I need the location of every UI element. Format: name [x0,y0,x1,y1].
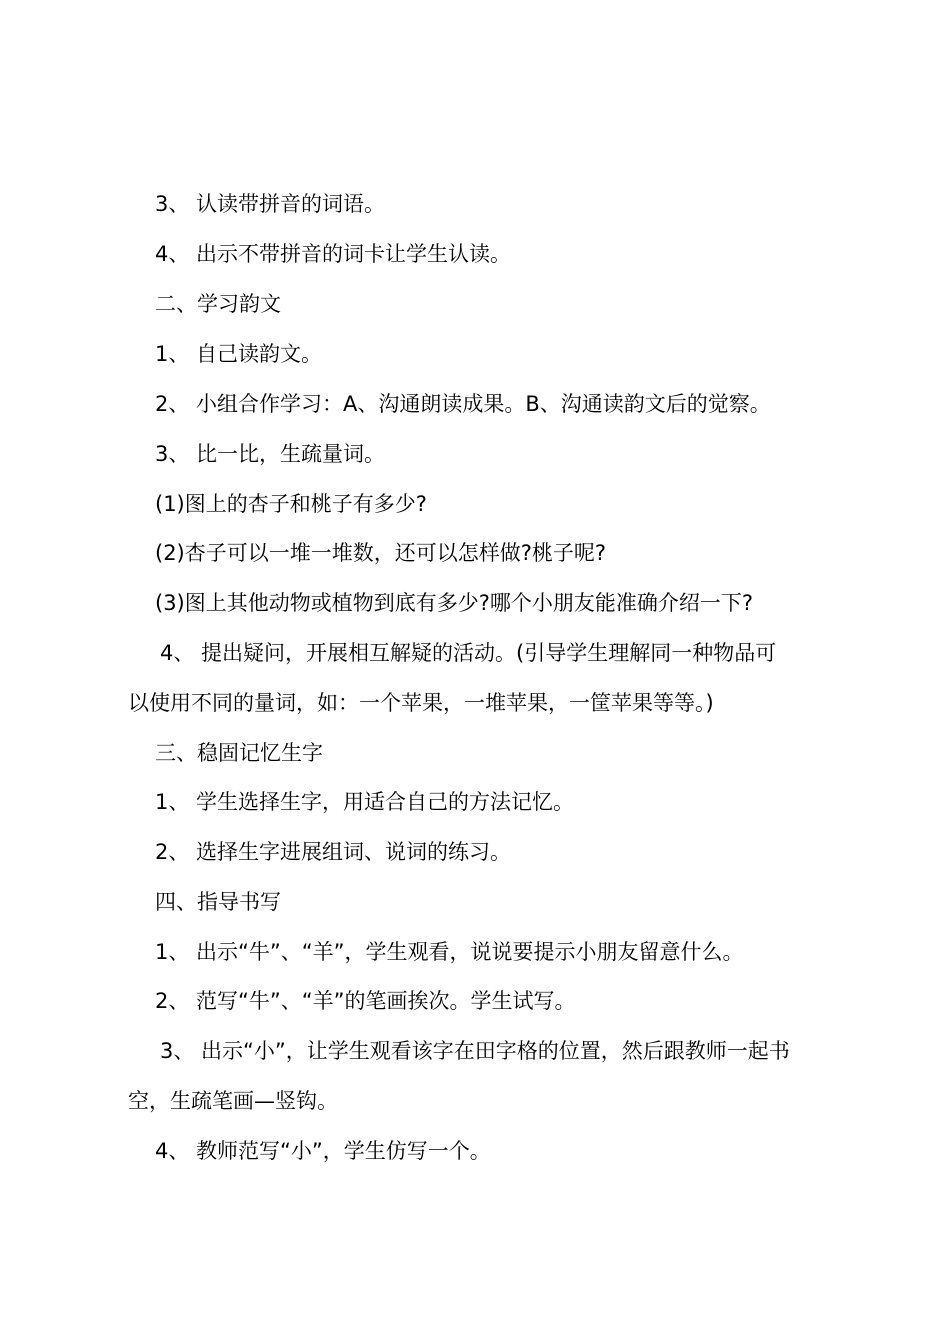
section-heading: 三、稳固记忆生字 [155,741,323,765]
text-line: (2)杏子可以一堆一堆数，还可以怎样做?桃子呢? [155,541,607,565]
text-line: 3、 认读带拼音的词语。 [155,192,386,216]
section-heading: 二、学习韵文 [155,292,281,316]
text-line: 2、 小组合作学习：A、沟通朗读成果。B、沟通读韵文后的觉察。 [155,392,771,416]
text-line: 以使用不同的量词，如：一个苹果，一堆苹果，一筐苹果等等。) [128,691,714,715]
text-line: 空，生疏笔画—竖钩。 [128,1089,338,1113]
text-line: (1)图上的杏子和桃子有多少? [155,492,427,516]
text-line: 4、 提出疑问，开展相互解疑的活动。(引导学生理解同一种物品可 [160,641,777,665]
text-line: 2、 选择生字进展组词、说词的练习。 [155,840,512,864]
text-line: 4、 教师范写“小”，学生仿写一个。 [155,1139,491,1163]
text-line: 1、 学生选择生字，用适合自己的方法记忆。 [155,790,575,814]
text-line: (3)图上其他动物或植物到底有多少?哪个小朋友能准确介绍一下? [155,591,754,615]
section-heading: 四、指导书写 [155,890,281,914]
text-line: 2、 范写“牛”、“羊”的笔画挨次。学生试写。 [155,989,576,1013]
text-line: 3、 出示“小”，让学生观看该字在田字格的位置，然后跟教师一起书 [160,1039,790,1063]
text-line: 1、 自己读韵文。 [155,342,323,366]
text-line: 4、 出示不带拼音的词卡让学生认读。 [155,242,512,266]
text-line: 1、 出示“牛”、“羊”，学生观看，说说要提示小朋友留意什么。 [155,940,744,964]
text-line: 3、 比一比，生疏量词。 [155,442,386,466]
